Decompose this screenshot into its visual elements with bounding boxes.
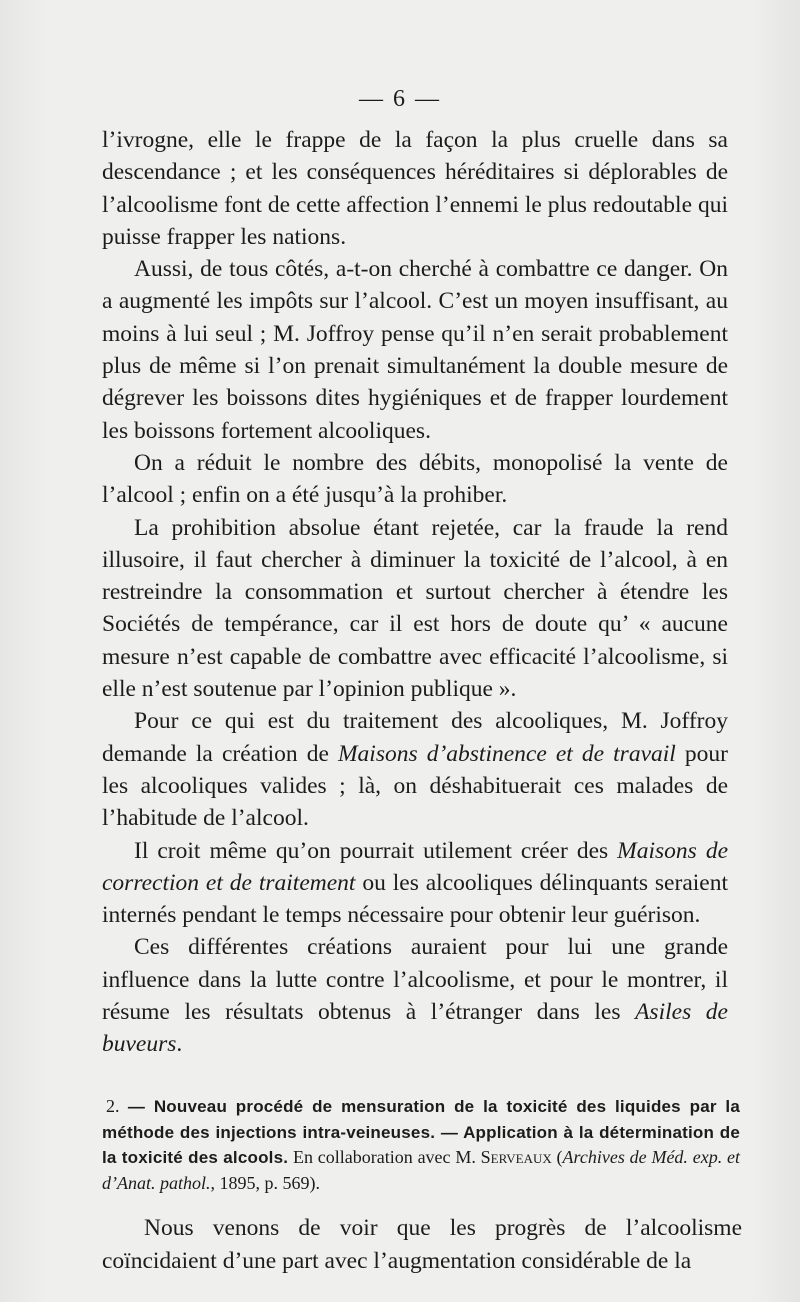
closing-text (102, 1212, 742, 1278)
text-run: . (176, 1031, 183, 1058)
paragraph-correction (102, 835, 728, 932)
entry-ref-close: , 1895, p. 569). (210, 1172, 320, 1193)
entry-number: 2. (106, 1096, 120, 1116)
entry-title: — Nouveau procédé de mensuration de la toxicité des liquides par la méthode des injections intra-veineuses. — Application à la détermination de la toxicité des alcools. (102, 1097, 741, 1167)
italic-term: Asiles de buveurs (102, 999, 728, 1058)
entry-journal: Archives de Méd. exp. et d’Anat. pathol. (102, 1147, 741, 1193)
paragraph-prohibition: La prohibition absolue étant rejetée, car la fraude la rend illusoire, il faut chercher à diminuer la toxicité de l’alcool, à en restreindre la consommation et surtout chercher à étendre les Sociétés de tempérance, car il est hors de doute qu’ « aucune mesure n’est capable de combattre avec efficacité l’alcoolisme, si elle n’est soutenue par l’opinion publique ». (102, 514, 728, 703)
paragraph-traitement (102, 705, 728, 834)
text-run: pour les alcooliques valides ; là, on déshabituerait ces malades de l’habitude de l’alcool. (102, 740, 728, 832)
paragraph-taxes: Aussi, de tous côtés, a-t-on cherché à combattre ce danger. On a augmenté les impôts sur l’alcool. C’est un moyen insuffisant, au moins à lui seul ; M. Joffroy pense qu’il n’en serait probablement plus de même si l’on prenait simultanément la double mesure de dégrever les boissons dites hygiéniques et de frapper lourdement les boissons fortement alcooliques. (102, 256, 728, 444)
paragraph-continuation: l’ivrogne, elle le frappe de la façon la plus cruelle dans sa descendance ; et les conséquences héréditaires si déplorables de l’alcoolisme font de cette affection l’ennemi le plus redoutable qui puisse frapper les nations. (102, 127, 728, 250)
entry-author: Serveaux (480, 1147, 552, 1167)
italic-term: Maisons de correction et de traitement (102, 837, 729, 896)
entry-ref-open: ( (551, 1147, 563, 1167)
text-run: ou les alcooliques délinquants seraient internés pendant le temps nécessaire pour obtenir leur guérison. (102, 869, 728, 929)
text-run: Pour ce qui est du traitement des alcooliques, M. Joffroy demande la création de (102, 708, 728, 767)
paragraph-debits: On a réduit le nombre des débits, monopolisé la vente de l’alcool ; enfin on a été jusqu’à la prohiber. (102, 449, 728, 509)
italic-term: Maisons d’abstinence et de travail (337, 740, 676, 767)
text-run: Il croit même qu’on pourrait utilement créer des (134, 837, 618, 864)
text-run: Ces différentes créations auraient pour lui une grande influence dans la lutte contre l’alcoolisme, et pour le montrer, il résume les résultats obtenus à l’étranger dans les (102, 934, 728, 1026)
page-number: — 6 — (359, 86, 441, 112)
entry-collab: En collaboration avec M. (288, 1147, 481, 1167)
paragraph-closing: Nous venons de voir que les progrès de l’alcoolisme coïncidaient d’une part avec l’augmentation considérable de la (102, 1215, 742, 1274)
paragraph-creations (102, 931, 728, 1060)
main-text (102, 124, 728, 1061)
bibliographic-entry (102, 1094, 740, 1195)
